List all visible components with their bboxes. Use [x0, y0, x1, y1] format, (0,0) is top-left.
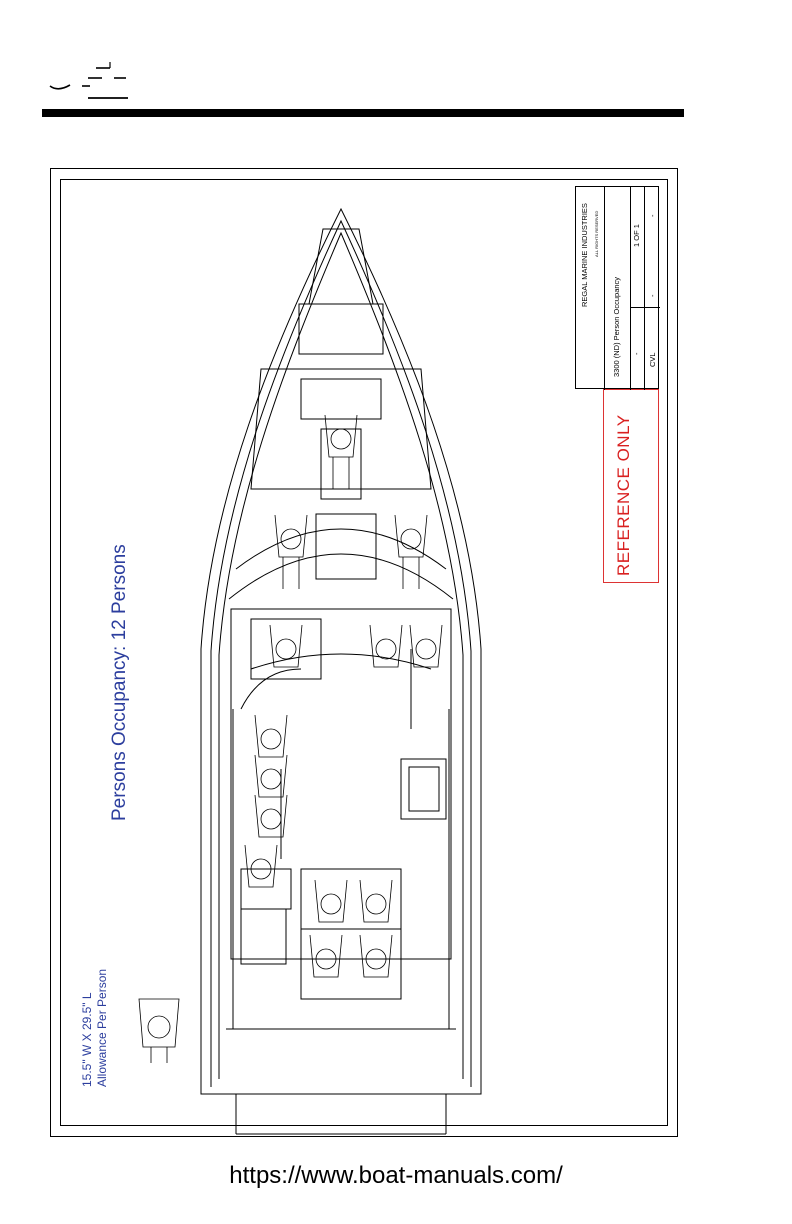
field-dash-1: -	[632, 352, 641, 355]
rights-text: ALL RIGHTS RESERVED	[594, 210, 599, 257]
reference-stamp-text: REFERENCE ONLY	[614, 414, 633, 576]
allowance-size: 15.5" W X 29.5" L	[80, 992, 94, 1087]
drawing-sheet	[50, 168, 678, 1137]
header-rule	[42, 109, 684, 117]
reference-stamp	[603, 389, 659, 583]
company-name: REGAL MARINE INDUSTRIES	[580, 203, 589, 307]
allowance-label: Allowance Per Person	[95, 968, 109, 1087]
footer-url[interactable]: https://www.boat-manuals.com/	[229, 1162, 563, 1189]
drawing-title: 3300 (ND) Person Occupancy	[612, 276, 621, 377]
field-dash-3: -	[648, 214, 657, 217]
field-dash-2: -	[648, 294, 657, 297]
occupancy-title: Persons Occupancy: 12 Persons	[109, 544, 130, 821]
sheet-number: 1 OF 1	[632, 224, 641, 247]
drawn-by: CVL	[648, 352, 657, 367]
brand-logo	[44, 52, 134, 100]
title-block	[575, 186, 659, 389]
